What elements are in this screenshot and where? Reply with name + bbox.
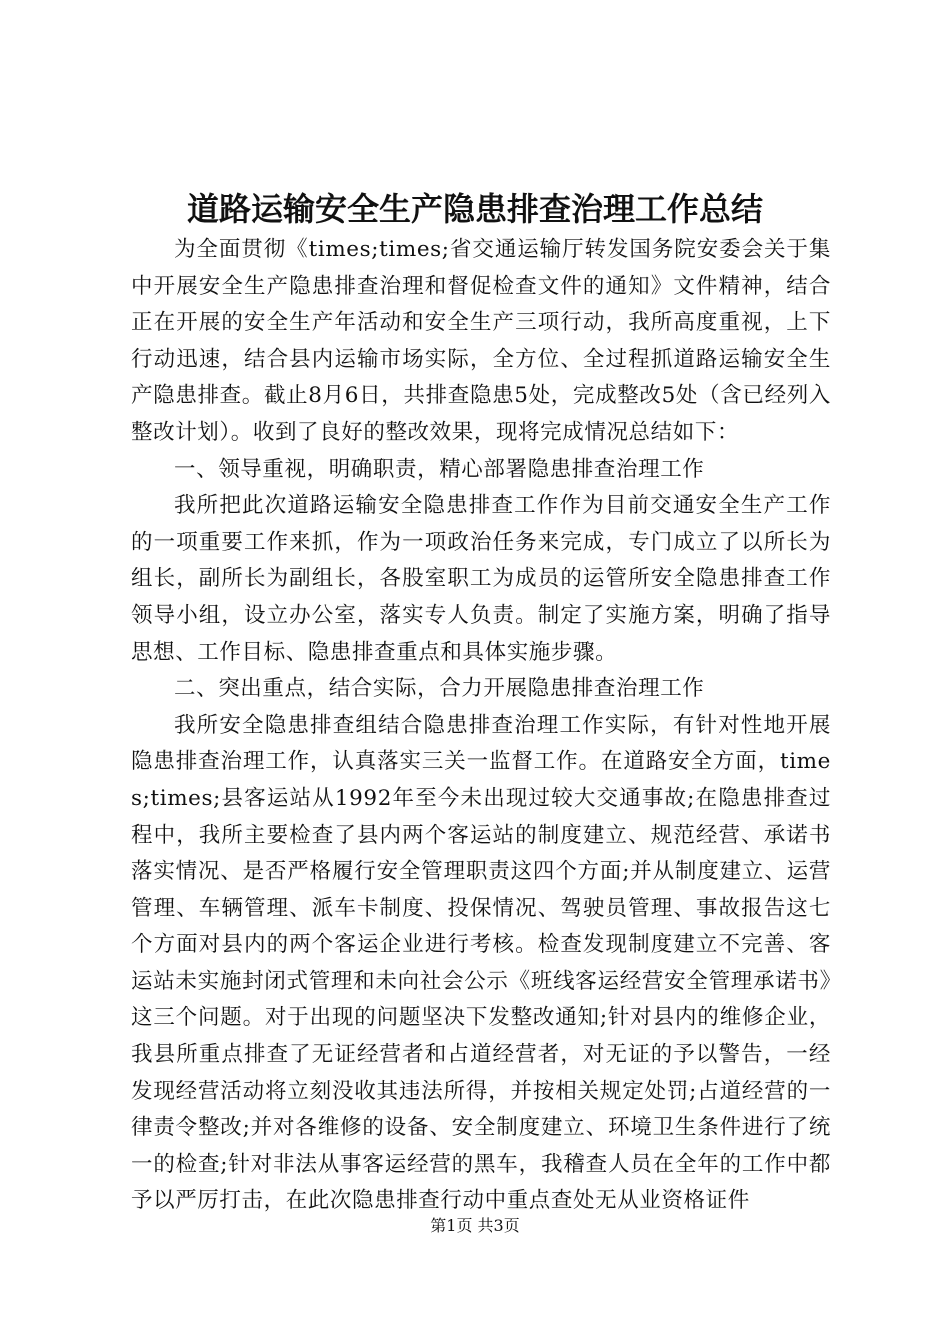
page-number-footer: 第1页 共3页 <box>430 1216 520 1235</box>
intro-paragraph: 为全面贯彻《times;times;省交通运输厅转发国务院安委会关于集中开展安全生产隐患排查治理和督促检查文件的通知》文件精神，结合正在开展的安全生产年活动和安全生产三项行动，我所高度重视，上下行动迅速，结合县内运输市场实际，全方位、全过程抓道路运输安全生产隐患排查。截止8月6日，共排查隐患5处，完成整改5处（含已经列入整改计划）。收到了良好的整改效果，现将完成情况总结如下： <box>131 237 831 445</box>
document-body <box>131 232 831 1220</box>
section-heading-1: 一、领导重视，明确职责，精心部署隐患排查治理工作 <box>174 456 705 482</box>
section-1-paragraph: 我所把此次道路运输安全隐患排查工作作为目前交通安全生产工作的一项重要工作来抓，作为一项政治任务来完成，专门成立了以所长为组长，副所长为副组长，各股室职工为成员的运管所安全隐患排查工作领导小组，设立办公室，落实专人负责。制定了实施方案，明确了指导思想、工作目标、隐患排查重点和具体实施步骤。 <box>131 493 831 665</box>
document-title: 道路运输安全生产隐患排查治理工作总结 <box>186 190 763 228</box>
section-2-paragraph: 我所安全隐患排查组结合隐患排查治理工作实际，有针对性地开展隐患排查治理工作，认真落实三关一监督工作。在道路安全方面，times;times;县客运站从1992年至今未出现过较大交通事故;在隐患排查过程中，我所主要检查了县内两个客运站的制度建立、规范经营、承诺书落实情况、是否严格履行安全管理职责这四个方面;并从制度建立、运营管理、车辆管理、派车卡制度、投保情况、驾驶员管理、事故报告这七个方面对县内的两个客运企业进行考核。检查发现制度建立不完善、客运站未实施封闭式管理和未向社会公示《班线客运经营安全管理承诺书》这三个问题。对于出现的问题坚决下发整改通知;针对县内的维修企业，我县所重点排查了无证经营者和占道经营者，对无证的予以警告，一经发现经营活动将立刻没收其违法所得，并按相关规定处罚;占道经营的一律责令整改;并对各维修的设备、安全制度建立、环境卫生条件进行了统一的检查;针对非法从事客运经营的黑车，我稽查人员在全年的工作中都予以严厉打击，在此次隐患排查行动中重点查处无从业资格证件 <box>131 712 831 1214</box>
section-heading-2: 二、突出重点，结合实际，合力开展隐患排查治理工作 <box>174 676 705 702</box>
